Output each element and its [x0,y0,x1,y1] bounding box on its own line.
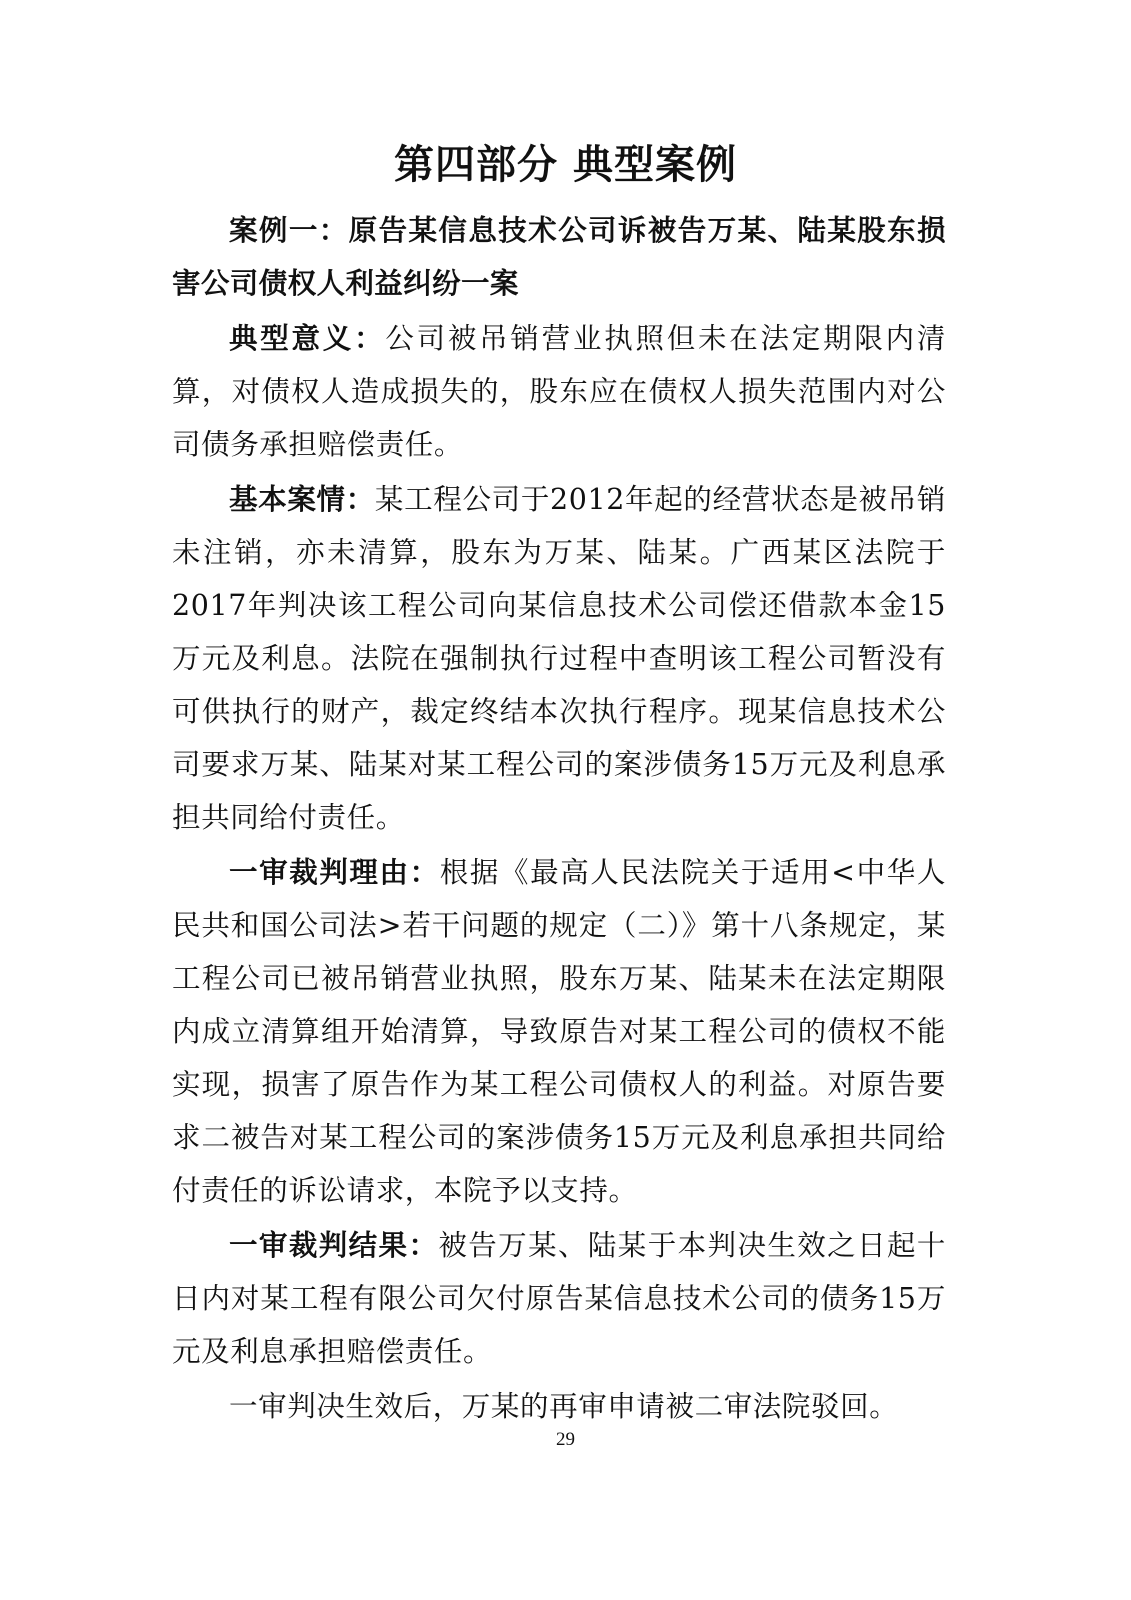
page-number: 29 [556,1429,575,1450]
paragraph-text-retrial-outcome: 一审判决生效后，万某的再审申请被二审法院驳回。 [229,1390,899,1423]
paragraph-text-significance: 公司被吊销营业执照但未在法定期限内清算，对债权人造成损失的，股东应在债权人损失范围内对公司债务承担赔偿责任。 [172,322,946,461]
paragraph-text-first-instance-reasoning: 根据《最高人民法院关于适用<中华人民共和国公司法>若干问题的规定（二）》第十八条规定，某工程公司已被吊销营业执照，股东万某、陆某未在法定期限内成立清算组开始清算，导致原告对某工程公司的债权不能实现，损害了原告作为某工程公司债权人的利益。对原告要求二被告对某工程公司的案涉债务15万元及利息承担共同给付责任的诉讼请求，本院予以支持。 [172,856,946,1207]
paragraph-text-basic-facts: 某工程公司于2012年起的经营状态是被吊销未注销，亦未清算，股东为万某、陆某。广西某区法院于2017年判决该工程公司向某信息技术公司偿还借款本金15万元及利息。法院在强制执行过程中查明该工程公司暂没有可供执行的财产，裁定终结本次执行程序。现某信息技术公司要求万某、陆某对某工程公司的案涉债务15万元及利息承担共同给付责任。 [172,483,946,834]
part-title: 第四部分 典型案例 [394,142,737,188]
paragraph-basic-facts [172,473,946,844]
paragraph-first-instance-result [172,1219,946,1378]
paragraph-text-first-instance-result: 被告万某、陆某于本判决生效之日起十日内对某工程有限公司欠付原告某信息技术公司的债务15万元及利息承担赔偿责任。 [172,1229,946,1368]
document-body [172,204,946,1433]
paragraph-significance [172,312,946,471]
case-title: 案例一：原告某信息技术公司诉被告万某、陆某股东损害公司债权人利益纠纷一案 [172,214,946,300]
paragraph-first-instance-reasoning [172,846,946,1217]
paragraph-label-first-instance-reasoning: 一审裁判理由： [229,855,440,889]
paragraph-label-first-instance-result: 一审裁判结果： [229,1228,439,1262]
paragraph-label-basic-facts: 基本案情： [229,482,375,516]
paragraph-retrial-outcome [172,1380,946,1433]
paragraph-label-significance: 典型意义： [229,321,386,355]
